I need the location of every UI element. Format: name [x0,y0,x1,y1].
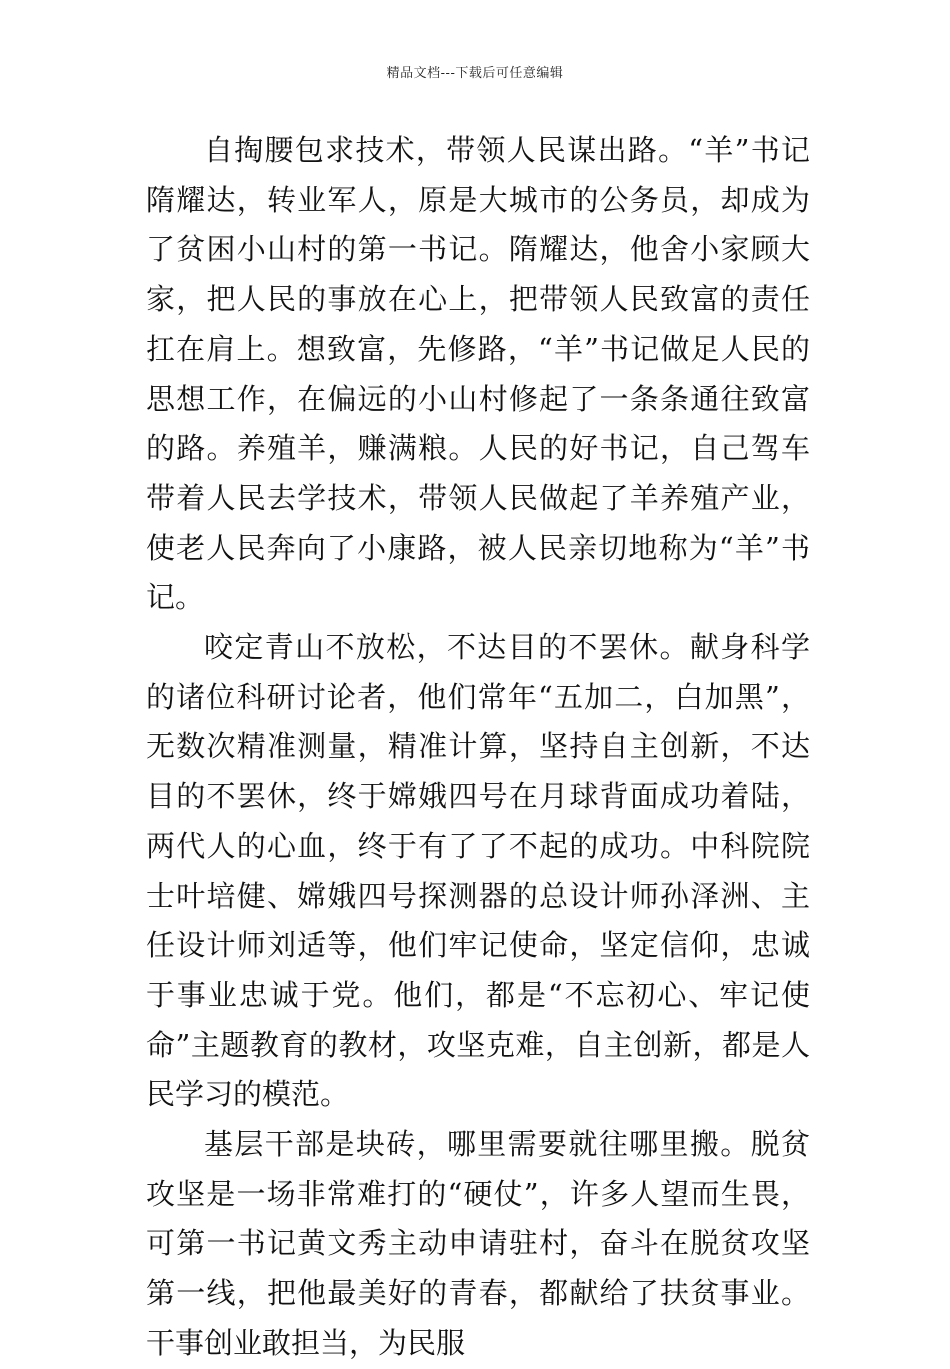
document-body [146,126,810,1369]
page-header: 精品文档---下载后可任意编辑 [386,66,564,81]
paragraph-3: 基层干部是块砖，哪里需要就往哪里搬。脱贫攻坚是一场非常难打的“硬仗”，许多人望而生畏，可第一书记黄文秀主动申请驻村，奋斗在脱贫攻坚第一线，把他最美好的青春，都献给了扶贫事业。干事创业敢担当，为民服 [146,1127,810,1360]
paragraph-1: 自掏腰包求技术，带领人民谋出路。“羊”书记隋耀达，转业军人，原是大城市的公务员，却成为了贫困小山村的第一书记。隋耀达，他舍小家顾大家，把人民的事放在心上，把带领人民致富的责任扛在肩上。想致富，先修路，“羊”书记做足人民的思想工作，在偏远的小山村修起了一条条通往致富的路。养殖羊，赚满粮。人民的好书记，自己驾车带着人民去学技术，带领人民做起了羊养殖产业，使老人民奔向了小康路，被人民亲切地称为“羊”书记。 [146,133,810,615]
paragraph-2: 咬定青山不放松，不达目的不罢休。献身科学的诸位科研讨论者，他们常年“五加二，白加黑”，无数次精准测量，精准计算，坚持自主创新，不达目的不罢休，终于嫦娥四号在月球背面成功着陆，两代人的心血，终于有了了不起的成功。中科院院士叶培健、嫦娥四号探测器的总设计师孙泽洲、主任设计师刘适等，他们牢记使命，坚定信仰，忠诚于事业忠诚于党。他们，都是“不忘初心、牢记使命”主题教育的教材，攻坚克难，自主创新，都是人民学习的模范。 [146,630,810,1112]
